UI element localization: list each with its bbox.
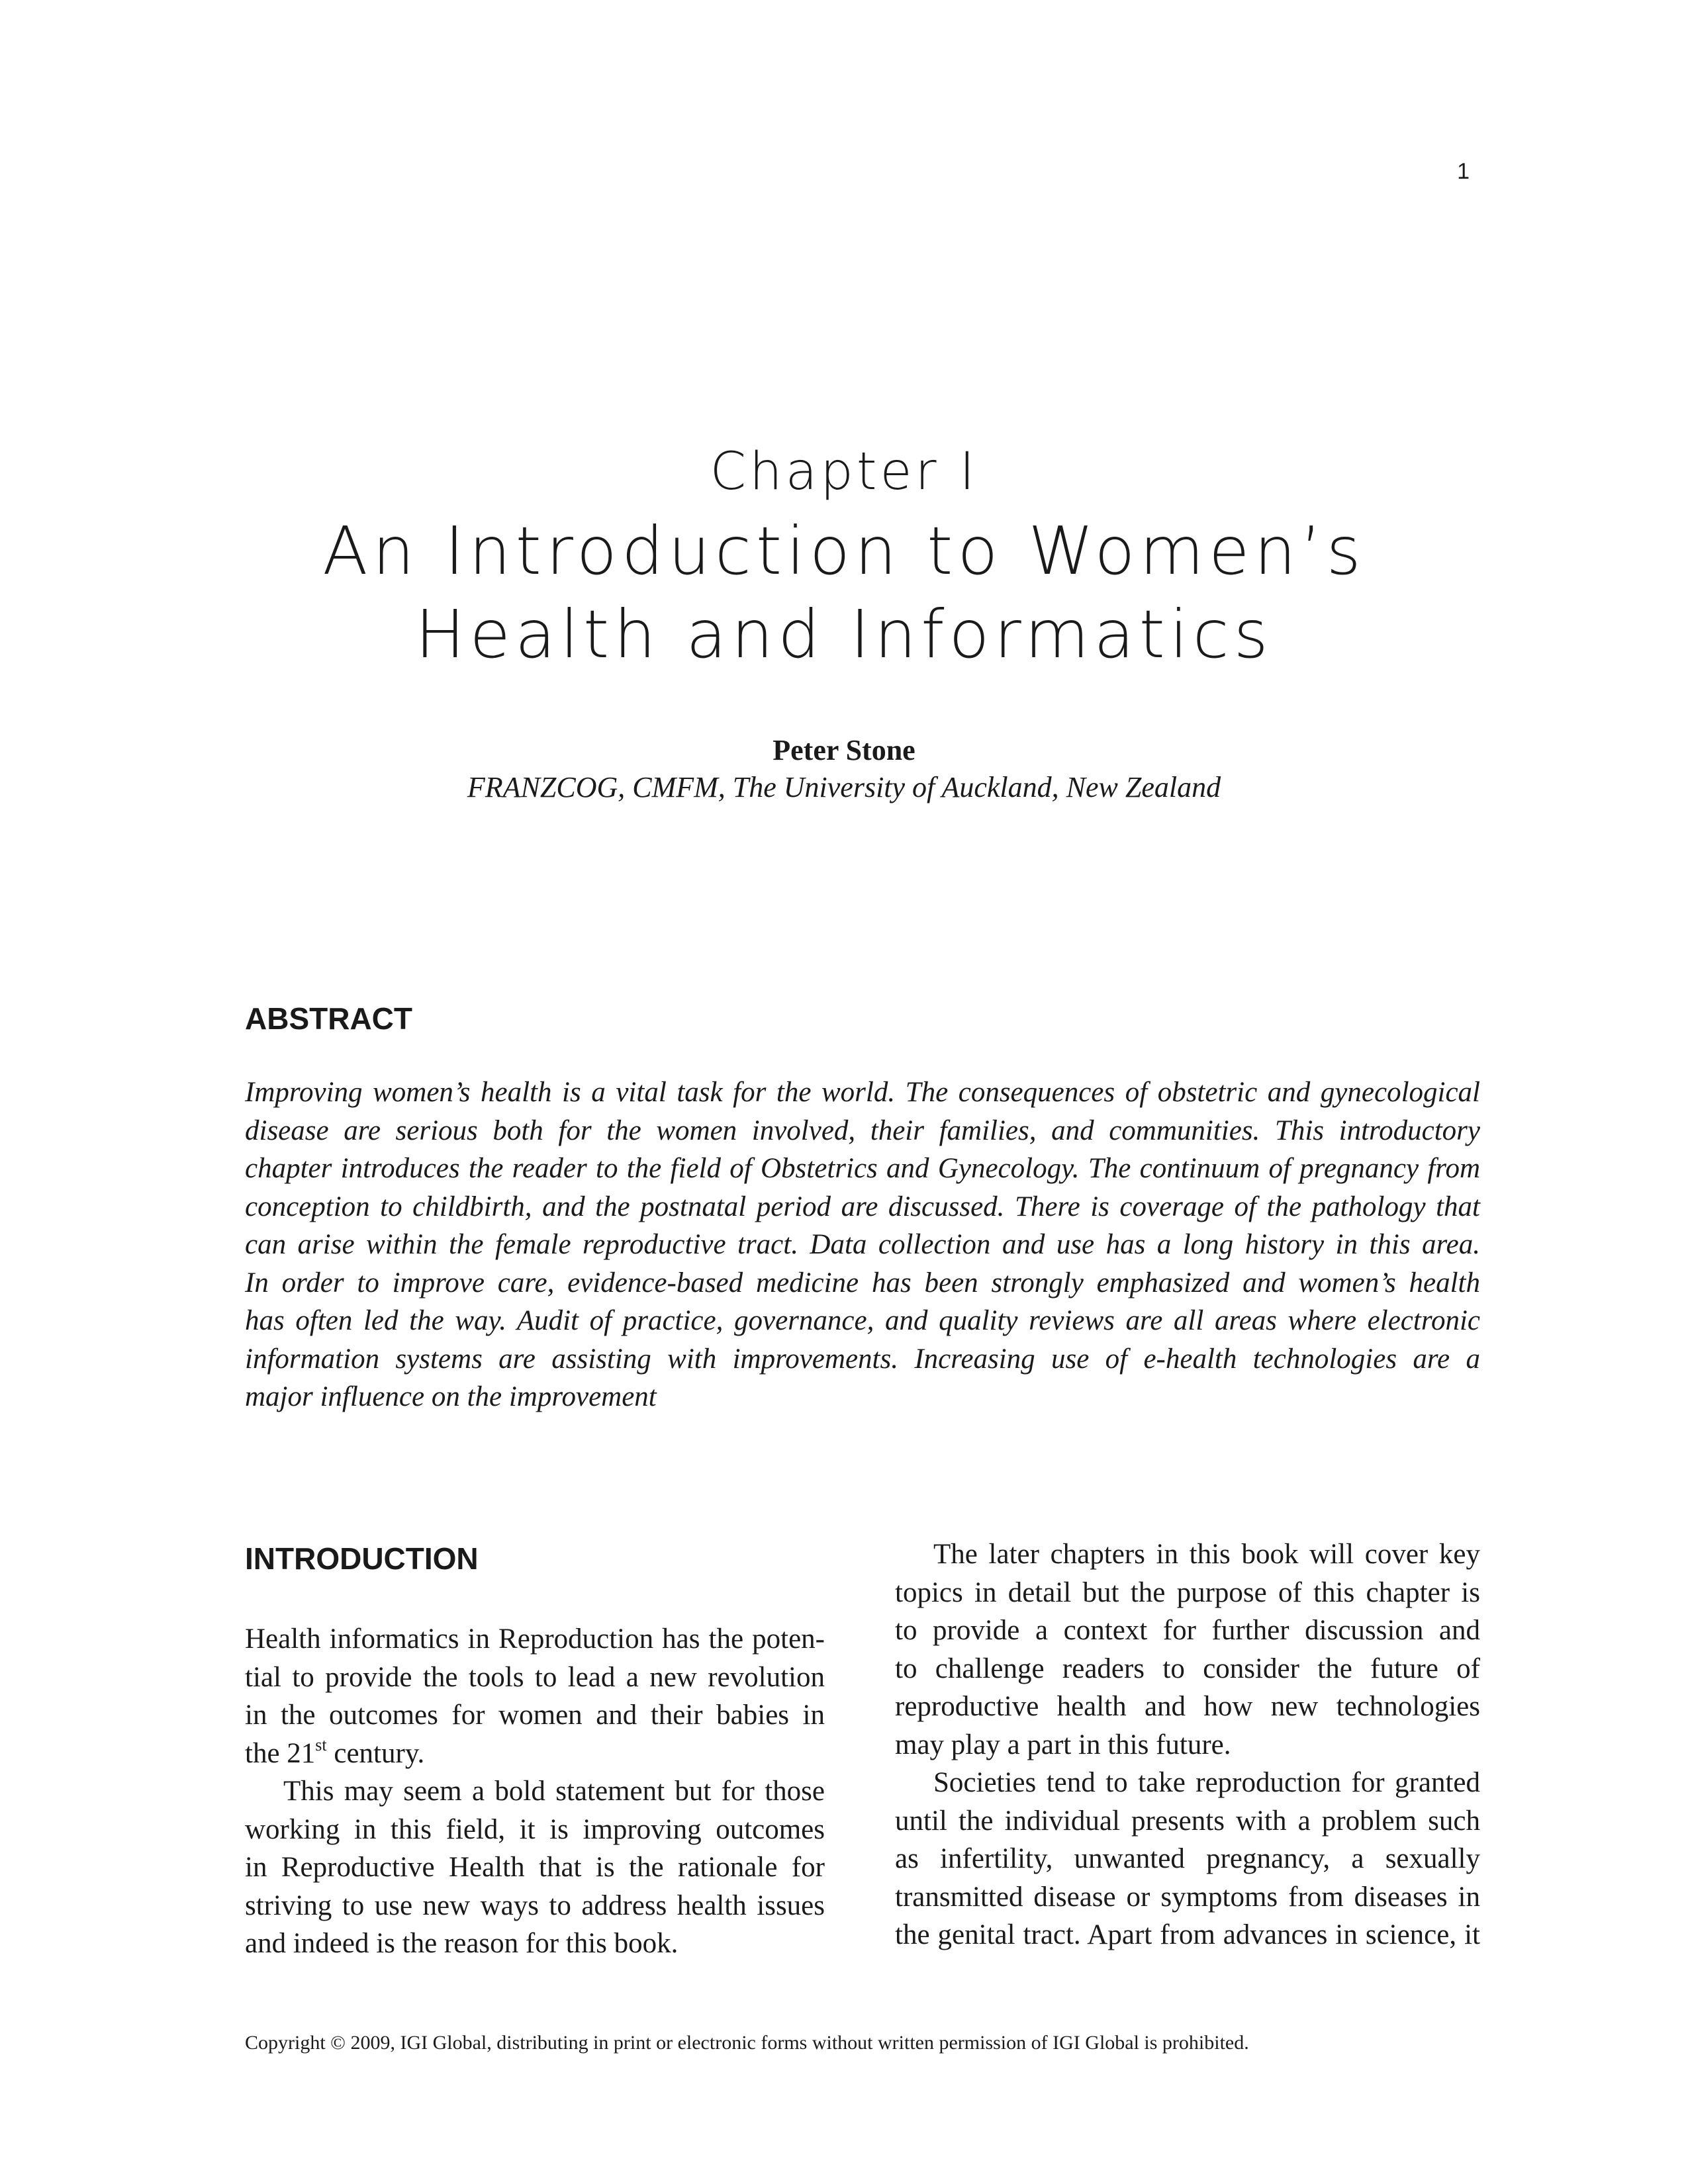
abstract-line: information systems are assisting with improvements. Increasing use of e-health technologies are a [245,1343,1480,1375]
body-line: may play a part in this future. [895,1729,1231,1760]
body-line: until the individual presents with a problem such [895,1805,1480,1837]
body-line: in Reproductive Health that is the rationale for [245,1852,825,1883]
body-line: The later chapters in this book will cover key [933,1539,1480,1570]
intro-paragraph-3 [895,1535,1480,1764]
century-prefix: the 21 [245,1737,316,1769]
body-line: as infertility, unwanted pregnancy, a sexually [895,1843,1480,1874]
abstract-line: conception to childbirth, and the postnatal period are discussed. There is coverage of the pathology that [245,1191,1480,1222]
body-line: reproductive health and how new technologies [895,1691,1480,1722]
body-line: the genital tract. Apart from advances in science, it [895,1919,1480,1950]
body-line: in the outcomes for women and their babies in [245,1700,825,1731]
author-name: Peter Stone [773,734,915,766]
body-line: This may seem a bold statement but for those [283,1776,825,1807]
abstract-line: In order to improve care, evidence-based medicine has been strongly emphasized and women’s health [245,1267,1480,1298]
left-column [245,1535,825,1963]
intro-paragraph-4 [895,1764,1480,1954]
body-line: Health informatics in Reproduction has the poten- [245,1623,825,1655]
abstract-line: disease are serious both for the women involved, their families, and communities. This introductory [245,1115,1480,1146]
body-line: working in this field, it is improving outcomes [245,1813,825,1845]
body-line: transmitted disease or symptoms from diseases in [895,1881,1480,1913]
introduction-heading: INTRODUCTION [245,1541,479,1576]
body-line: to provide a context for further discussion and [895,1615,1480,1646]
body-line: and indeed is the reason for this book. [245,1928,679,1959]
intro-paragraph-2 [245,1772,825,1963]
chapter-title-line: Health and Informatics [415,596,1273,673]
body-line: topics in detail but the purpose of this chapter is [895,1576,1480,1608]
century-suffix: century. [326,1737,425,1769]
copyright-notice: Copyright © 2009, IGI Global, distributing in print or electronic forms without written permission of IGI Global is prohibited. [245,2032,1249,2054]
abstract-line: major influence on the improvement [245,1381,657,1412]
body-line [245,1735,825,1773]
body-line: tial to provide the tools to lead a new revolution [245,1661,825,1693]
abstract-line: has often led the way. Audit of practice, governance, and quality reviews are all areas where electronic [245,1305,1480,1336]
abstract-text [245,1073,1480,1416]
chapter-label: Chapter I [710,442,978,502]
body-line: Societies tend to take reproduction for granted [933,1767,1480,1798]
abstract-line: Improving women’s health is a vital task for the world. The consequences of obstetric and gynecological [245,1077,1480,1108]
body-line: striving to use new ways to address health issues [245,1889,825,1921]
right-column [895,1535,1480,1954]
chapter-title-line: An Introduction to Women’s [322,512,1366,590]
chapter-title [0,510,1688,676]
author-affiliation: FRANZCOG, CMFM, The University of Auckland, New Zealand [467,771,1221,803]
page-number: 1 [1457,159,1470,184]
abstract-heading: ABSTRACT [245,1001,412,1036]
intro-paragraph-1 [245,1620,825,1772]
ordinal-superscript: st [315,1735,327,1754]
abstract-line: can arise within the female reproductive tract. Data collection and use has a long history in this area. [245,1229,1480,1260]
abstract-line: chapter introduces the reader to the field of Obstetrics and Gynecology. The continuum of pregnancy from [245,1153,1480,1184]
body-line: to challenge readers to consider the future of [895,1653,1480,1684]
